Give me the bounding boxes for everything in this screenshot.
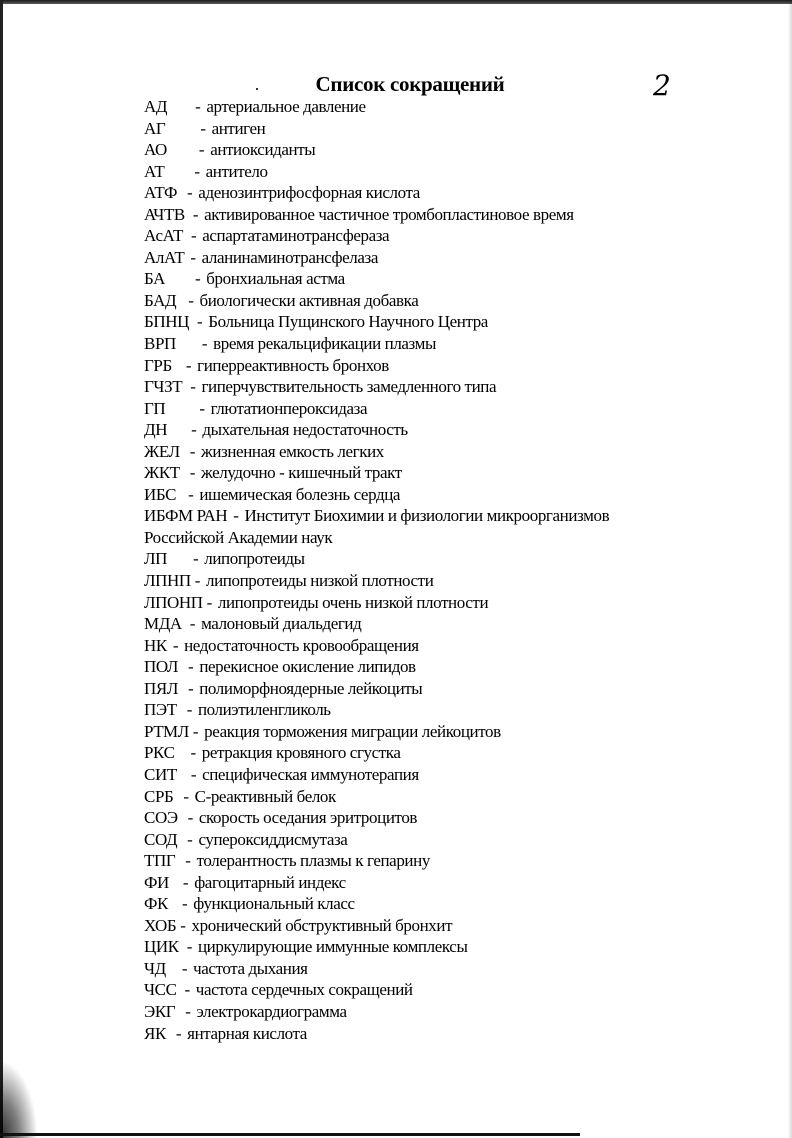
dash-separator: - — [190, 377, 196, 397]
abbreviation-row — [144, 786, 764, 808]
abbreviation-term: АлАТ — [144, 247, 185, 267]
dash-separator: - — [206, 592, 212, 612]
dash-separator: - — [191, 420, 197, 440]
abbreviation-row — [144, 247, 764, 269]
abbreviation-term: АТФ — [144, 183, 178, 203]
dash-separator: - — [197, 312, 203, 332]
abbreviation-term: ЛПНП — [144, 571, 191, 591]
dash-separator: - — [182, 872, 189, 892]
dash-separator: - — [187, 829, 193, 849]
dash-separator: - — [189, 614, 196, 634]
abbreviation-term: СРБ — [144, 786, 174, 806]
abbreviation-definition: С-реактивный белок — [194, 786, 336, 806]
dash-separator: - — [190, 764, 197, 784]
abbreviation-row — [144, 527, 764, 549]
abbreviation-row — [144, 182, 764, 204]
abbreviation-definition: Больница Пущинского Научного Центра — [208, 312, 488, 332]
abbreviation-definition: циркулирующие иммунные комплексы — [197, 937, 468, 957]
abbreviation-definition: Российской Академии наук — [144, 527, 333, 547]
abbreviation-definition: недостаточность кровообращения — [184, 635, 419, 655]
abbreviation-term: АТ — [144, 161, 165, 181]
abbreviation-term: РТМЛ — [144, 721, 189, 741]
abbreviation-term: ФК — [144, 894, 168, 914]
dash-separator: - — [190, 743, 196, 763]
abbreviation-row — [144, 893, 764, 915]
dash-separator: - — [185, 355, 192, 375]
abbreviation-row — [144, 548, 764, 570]
abbreviation-row — [144, 678, 764, 700]
abbreviation-row — [144, 311, 764, 333]
abbreviation-term: ЖЕЛ — [144, 441, 180, 461]
abbreviation-definition: Институт Биохимии и физиологии микроорганизмов — [244, 506, 610, 526]
abbreviation-term: ЛП — [144, 549, 168, 569]
abbreviation-row — [144, 764, 764, 786]
abbreviation-definition: липопротеиды очень низкой плотности — [217, 592, 489, 612]
abbreviation-row — [144, 807, 764, 829]
abbreviation-row — [144, 1023, 764, 1045]
abbreviation-term: СОД — [144, 829, 178, 849]
abbreviation-definition: ишемическая болезнь сердца — [199, 484, 401, 504]
scan-shadow — [0, 1060, 38, 1138]
abbreviation-definition: липопротеиды низкой плотности — [206, 571, 434, 591]
abbreviation-term: БА — [144, 269, 166, 289]
abbreviation-term: ГЧЗТ — [144, 377, 183, 397]
dash-separator: - — [192, 721, 199, 741]
abbreviation-row — [144, 484, 764, 506]
abbreviation-row — [144, 742, 764, 764]
dash-separator: - — [188, 484, 194, 504]
abbreviation-definition: артериальное давление — [206, 97, 366, 116]
abbreviation-row — [144, 656, 764, 678]
abbreviation-row — [144, 419, 764, 441]
abbreviation-definition: толерантность плазмы к гепарину — [196, 851, 430, 871]
dash-separator: - — [186, 700, 192, 720]
abbreviation-term: ГП — [144, 398, 166, 418]
dash-separator: - — [193, 549, 199, 569]
abbreviation-term: ИБС — [144, 484, 177, 504]
abbreviation-definition: антиген — [211, 118, 266, 138]
dash-separator: - — [201, 334, 208, 354]
abbreviation-row — [144, 979, 764, 1001]
abbreviation-row — [144, 118, 764, 140]
abbreviation-definition: активированное частичное тромбопластиновое время — [204, 204, 574, 224]
abbreviation-row — [144, 355, 764, 377]
abbreviation-definition: бронхиальная астма — [206, 269, 345, 289]
abbreviation-definition: электрокардиограмма — [196, 1001, 347, 1021]
scan-border-top — [0, 0, 792, 4]
dash-separator: - — [195, 269, 201, 289]
abbreviation-definition: перекисное окисление липидов — [199, 657, 416, 677]
dash-separator: - — [194, 161, 200, 181]
dash-separator: - — [189, 463, 196, 483]
abbreviation-row — [144, 462, 764, 484]
abbreviation-row — [144, 398, 764, 420]
dash-separator: - — [195, 97, 201, 116]
abbreviation-row — [144, 225, 764, 247]
abbreviation-row — [144, 1001, 764, 1023]
page-title: Список сокращений — [315, 72, 505, 96]
abbreviation-term: ГРБ — [144, 355, 172, 375]
abbreviation-term: ФИ — [144, 872, 169, 892]
abbreviation-definition: время рекальцификации плазмы — [213, 334, 436, 354]
scan-border-right — [788, 0, 792, 1138]
abbreviation-term: ЧСС — [144, 980, 177, 1000]
abbreviation-definition: дыхательная недостаточность — [202, 420, 408, 440]
abbreviation-term: МДА — [144, 614, 182, 634]
dash-separator: - — [190, 226, 197, 246]
abbreviation-row — [144, 699, 764, 721]
abbreviation-row — [144, 96, 764, 118]
abbreviation-row — [144, 592, 764, 614]
abbreviation-row — [144, 613, 764, 635]
abbreviation-row — [144, 721, 764, 743]
abbreviation-term: АсАТ — [144, 226, 183, 246]
abbreviation-row — [144, 936, 764, 958]
dash-separator: - — [185, 1001, 191, 1021]
abbreviation-definition: аденозинтрифосфорная кислота — [198, 183, 420, 203]
abbreviation-row — [144, 268, 764, 290]
dash-separator: - — [199, 398, 205, 418]
abbreviation-row — [144, 290, 764, 312]
dash-separator: - — [181, 958, 188, 978]
dash-separator: - — [180, 915, 186, 935]
abbreviation-row — [144, 139, 764, 161]
abbreviation-term: ПЯЛ — [144, 678, 178, 698]
abbreviation-definition: биологически активная добавка — [199, 290, 419, 310]
dash-separator: - — [233, 506, 239, 526]
abbreviation-definition: частота дыхания — [193, 958, 308, 978]
scan-border-left — [0, 0, 3, 1138]
abbreviation-term: БПНЦ — [144, 312, 189, 332]
dash-separator: - — [188, 290, 194, 310]
dash-separator: - — [198, 140, 205, 160]
abbreviation-row — [144, 635, 764, 657]
abbreviation-definition: скорость оседания эритроцитов — [198, 808, 418, 828]
abbreviation-definition: функциональный класс — [193, 894, 355, 914]
abbreviation-definition: хронический обструктивный бронхит — [191, 915, 453, 935]
dash-separator: - — [172, 635, 179, 655]
abbreviation-definition: аланинаминотрансфелаза — [201, 247, 378, 267]
abbreviation-row — [144, 161, 764, 183]
dash-separator: - — [183, 786, 189, 806]
abbreviation-definition: частота сердечных сокращений — [195, 980, 413, 1000]
abbreviation-term: СИТ — [144, 764, 177, 784]
dash-separator: - — [185, 851, 191, 871]
abbreviation-definition: реакция торможения миграции лейкоцитов — [204, 721, 501, 741]
abbreviation-row — [144, 570, 764, 592]
abbreviation-term: ИБФМ РАН — [144, 506, 228, 526]
abbreviation-definition: полиэтиленгликоль — [197, 700, 331, 720]
abbreviation-term: ЦИК — [144, 937, 179, 957]
abbreviation-term: АО — [144, 140, 167, 160]
abbreviation-definition: липопротеиды — [204, 549, 305, 569]
abbreviation-term: ЧД — [144, 958, 166, 978]
abbreviation-definition: желудочно - кишечный тракт — [201, 463, 402, 483]
abbreviation-term: РКС — [144, 743, 175, 763]
abbreviation-definition: гиперреактивность бронхов — [197, 355, 389, 375]
abbreviation-row — [144, 915, 764, 937]
abbreviation-row — [144, 850, 764, 872]
abbreviation-definition: антитело — [205, 161, 268, 181]
abbreviation-term: АЧТВ — [144, 204, 185, 224]
abbreviation-definition: янтарная кислота — [187, 1023, 307, 1043]
abbreviation-term: ЭКГ — [144, 1001, 176, 1021]
abbreviation-definition: супероксиддисмутаза — [198, 829, 348, 849]
abbreviation-definition: полиморфноядерные лейкоциты — [199, 678, 423, 698]
abbreviation-row — [144, 333, 764, 355]
abbreviation-definition: малоновый диальдегид — [201, 614, 362, 634]
page-number: 2 — [653, 69, 671, 102]
dash-separator: - — [194, 571, 201, 591]
abbreviation-term: АГ — [144, 118, 166, 138]
abbreviation-term: НК — [144, 635, 167, 655]
scan-border-bottom — [0, 1133, 580, 1136]
abbreviation-definition: ретракция кровяного сгустка — [201, 743, 401, 763]
abbreviation-term: БАД — [144, 290, 177, 310]
dash-separator: - — [184, 980, 190, 1000]
abbreviation-definition: специфическая иммунотерапия — [202, 764, 419, 784]
abbreviation-term: ТПГ — [144, 851, 176, 871]
abbreviation-row — [144, 441, 764, 463]
dash-separator: - — [187, 808, 193, 828]
abbreviation-term: ДН — [144, 420, 168, 440]
abbreviation-term: ПОЛ — [144, 657, 179, 677]
abbreviation-term: ЯК — [144, 1023, 166, 1043]
dash-separator: - — [190, 247, 196, 267]
abbreviation-term: ВРП — [144, 334, 176, 354]
abbreviation-row — [144, 829, 764, 851]
abbreviation-definition: антиоксиданты — [210, 140, 316, 160]
abbreviation-row — [144, 872, 764, 894]
abbreviation-list — [144, 96, 764, 1044]
abbreviation-definition: фагоцитарный индекс — [194, 872, 346, 892]
dash-separator: - — [187, 183, 193, 203]
dash-separator: - — [200, 118, 206, 138]
dash-separator: - — [186, 937, 192, 957]
abbreviation-row — [144, 376, 764, 398]
abbreviation-term: ХОБ — [144, 915, 177, 935]
dash-separator: - — [187, 678, 194, 698]
abbreviation-definition: гиперчувствительность замедленного типа — [201, 377, 497, 397]
abbreviation-term: СОЭ — [144, 808, 178, 828]
abbreviation-row — [144, 958, 764, 980]
abbreviation-definition: глютатионпероксидаза — [210, 398, 368, 418]
abbreviation-definition: жизненная емкость легких — [201, 441, 384, 461]
dash-separator: - — [175, 1023, 182, 1043]
dash-separator: - — [188, 657, 194, 677]
abbreviation-definition: аспартатаминотрансфераза — [202, 226, 390, 246]
abbreviation-row — [144, 204, 764, 226]
abbreviation-term: ЖКТ — [144, 463, 180, 483]
dash-separator: - — [181, 894, 188, 914]
dash-separator: - — [192, 204, 199, 224]
abbreviation-term: АД — [144, 97, 168, 116]
abbreviation-term: ПЭТ — [144, 700, 177, 720]
abbreviation-row — [144, 505, 764, 527]
dash-separator: - — [189, 441, 195, 461]
abbreviation-term: ЛПОНП — [144, 592, 203, 612]
